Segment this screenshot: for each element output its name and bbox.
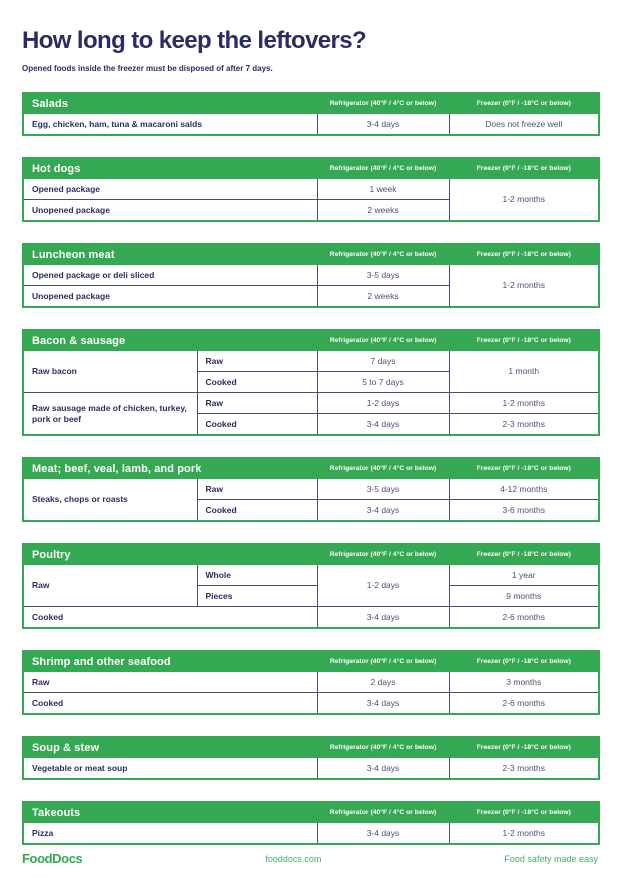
table-row <box>23 265 599 286</box>
value-cell: 1-2 months <box>449 823 599 845</box>
value-cell: 2 weeks <box>317 200 449 222</box>
value-cell: 1-2 days <box>317 565 449 607</box>
food-table-luncheon-meat <box>22 243 600 308</box>
row-label: Unopened package <box>23 200 317 222</box>
refrigerator-column-header: Refrigerator (40°F / 4°C or below) <box>317 330 449 351</box>
value-cell: 2-6 months <box>449 607 599 629</box>
table-row <box>23 114 599 136</box>
refrigerator-column-header: Refrigerator (40°F / 4°C or below) <box>317 458 449 479</box>
table-row <box>23 672 599 693</box>
row-label: Opened package or deli sliced <box>23 265 317 286</box>
value-cell: 2-6 months <box>449 693 599 715</box>
freezer-column-header: Freezer (0°F / -18°C or below) <box>449 458 599 479</box>
value-cell: 1-2 months <box>449 393 599 414</box>
value-cell: 1-2 months <box>449 265 599 308</box>
table-title: Shrimp and other seafood <box>23 651 317 672</box>
row-label: Raw sausage made of chicken, turkey, pork or beef <box>23 393 197 436</box>
table-row <box>23 823 599 845</box>
value-cell: 3-4 days <box>317 114 449 136</box>
table-title: Luncheon meat <box>23 244 317 265</box>
value-cell: 3-4 days <box>317 758 449 780</box>
value-cell: 2 weeks <box>317 286 449 308</box>
tables-container <box>22 92 598 845</box>
value-cell: 5 to 7 days <box>317 372 449 393</box>
value-cell: 1-2 days <box>317 393 449 414</box>
value-cell: 3-4 days <box>317 414 449 436</box>
table-title: Bacon & sausage <box>23 330 317 351</box>
value-cell: 3-4 days <box>317 607 449 629</box>
value-cell: 4-12 months <box>449 479 599 500</box>
row-label: Egg, chicken, ham, tuna & macaroni salds <box>23 114 317 136</box>
table-row <box>23 758 599 780</box>
table-row <box>23 393 599 414</box>
value-cell: 2-3 months <box>449 414 599 436</box>
food-table-salads <box>22 92 600 136</box>
freezer-column-header: Freezer (0°F / -18°C or below) <box>449 330 599 351</box>
row-label: Raw <box>197 393 317 414</box>
refrigerator-column-header: Refrigerator (40°F / 4°C or below) <box>317 158 449 179</box>
freezer-column-header: Freezer (0°F / -18°C or below) <box>449 544 599 565</box>
refrigerator-column-header: Refrigerator (40°F / 4°C or below) <box>317 737 449 758</box>
value-cell: 7 days <box>317 351 449 372</box>
footer-website-link[interactable]: fooddocs.com <box>265 853 322 864</box>
row-label: Cooked <box>197 372 317 393</box>
row-label: Opened package <box>23 179 317 200</box>
row-label: Whole <box>197 565 317 586</box>
row-label: Raw <box>23 565 197 607</box>
table-title: Meat; beef, veal, lamb, and pork <box>23 458 317 479</box>
value-cell: 2-3 months <box>449 758 599 780</box>
value-cell: 3 months <box>449 672 599 693</box>
value-cell: Does not freeze well <box>449 114 599 136</box>
fooddocs-logo: FoodDocs <box>22 851 83 866</box>
value-cell: 3-5 days <box>317 479 449 500</box>
value-cell: 3-4 days <box>317 500 449 522</box>
value-cell: 3-4 days <box>317 693 449 715</box>
page-subtitle: Opened foods inside the freezer must be disposed of after 7 days. <box>22 64 273 73</box>
row-label: Unopened package <box>23 286 317 308</box>
table-row <box>23 351 599 372</box>
value-cell: 1 week <box>317 179 449 200</box>
table-title: Soup & stew <box>23 737 317 758</box>
refrigerator-column-header: Refrigerator (40°F / 4°C or below) <box>317 802 449 823</box>
food-table-hot-dogs <box>22 157 600 222</box>
freezer-column-header: Freezer (0°F / -18°C or below) <box>449 93 599 114</box>
row-label: Raw bacon <box>23 351 197 393</box>
table-row <box>23 607 599 629</box>
row-label: Cooked <box>23 693 317 715</box>
food-table-takeouts <box>22 801 600 845</box>
page-title: How long to keep the leftovers? <box>22 27 367 54</box>
row-label: Cooked <box>197 414 317 436</box>
value-cell: 3-4 days <box>317 823 449 845</box>
value-cell: 1 month <box>449 351 599 393</box>
freezer-column-header: Freezer (0°F / -18°C or below) <box>449 158 599 179</box>
food-table-soup-and-stew <box>22 736 600 780</box>
freezer-column-header: Freezer (0°F / -18°C or below) <box>449 802 599 823</box>
refrigerator-column-header: Refrigerator (40°F / 4°C or below) <box>317 244 449 265</box>
row-label: Steaks, chops or roasts <box>23 479 197 522</box>
food-table-poultry <box>22 543 600 629</box>
table-title: Salads <box>23 93 317 114</box>
row-label: Vegetable or meat soup <box>23 758 317 780</box>
row-label: Pizza <box>23 823 317 845</box>
table-row <box>23 479 599 500</box>
row-label: Cooked <box>23 607 317 629</box>
footer-tagline: Food safety made easy <box>504 853 598 864</box>
value-cell: 2 days <box>317 672 449 693</box>
row-label: Raw <box>197 479 317 500</box>
row-label: Cooked <box>197 500 317 522</box>
freezer-column-header: Freezer (0°F / -18°C or below) <box>449 244 599 265</box>
food-table-meat-beef-veal-lamb-pork <box>22 457 600 522</box>
freezer-column-header: Freezer (0°F / -18°C or below) <box>449 651 599 672</box>
table-title: Poultry <box>23 544 317 565</box>
table-title: Hot dogs <box>23 158 317 179</box>
freezer-column-header: Freezer (0°F / -18°C or below) <box>449 737 599 758</box>
table-row <box>23 565 599 586</box>
row-label: Raw <box>23 672 317 693</box>
value-cell: 1-2 months <box>449 179 599 222</box>
value-cell: 3-5 days <box>317 265 449 286</box>
value-cell: 1 year <box>449 565 599 586</box>
table-title: Takeouts <box>23 802 317 823</box>
food-table-bacon-and-sausage <box>22 329 600 436</box>
refrigerator-column-header: Refrigerator (40°F / 4°C or below) <box>317 544 449 565</box>
row-label: Pieces <box>197 586 317 607</box>
table-row <box>23 179 599 200</box>
row-label: Raw <box>197 351 317 372</box>
refrigerator-column-header: Refrigerator (40°F / 4°C or below) <box>317 93 449 114</box>
value-cell: 3-6 months <box>449 500 599 522</box>
table-row <box>23 693 599 715</box>
footer <box>0 851 620 866</box>
food-table-shrimp-and-other-seafood <box>22 650 600 715</box>
value-cell: 9 months <box>449 586 599 607</box>
refrigerator-column-header: Refrigerator (40°F / 4°C or below) <box>317 651 449 672</box>
